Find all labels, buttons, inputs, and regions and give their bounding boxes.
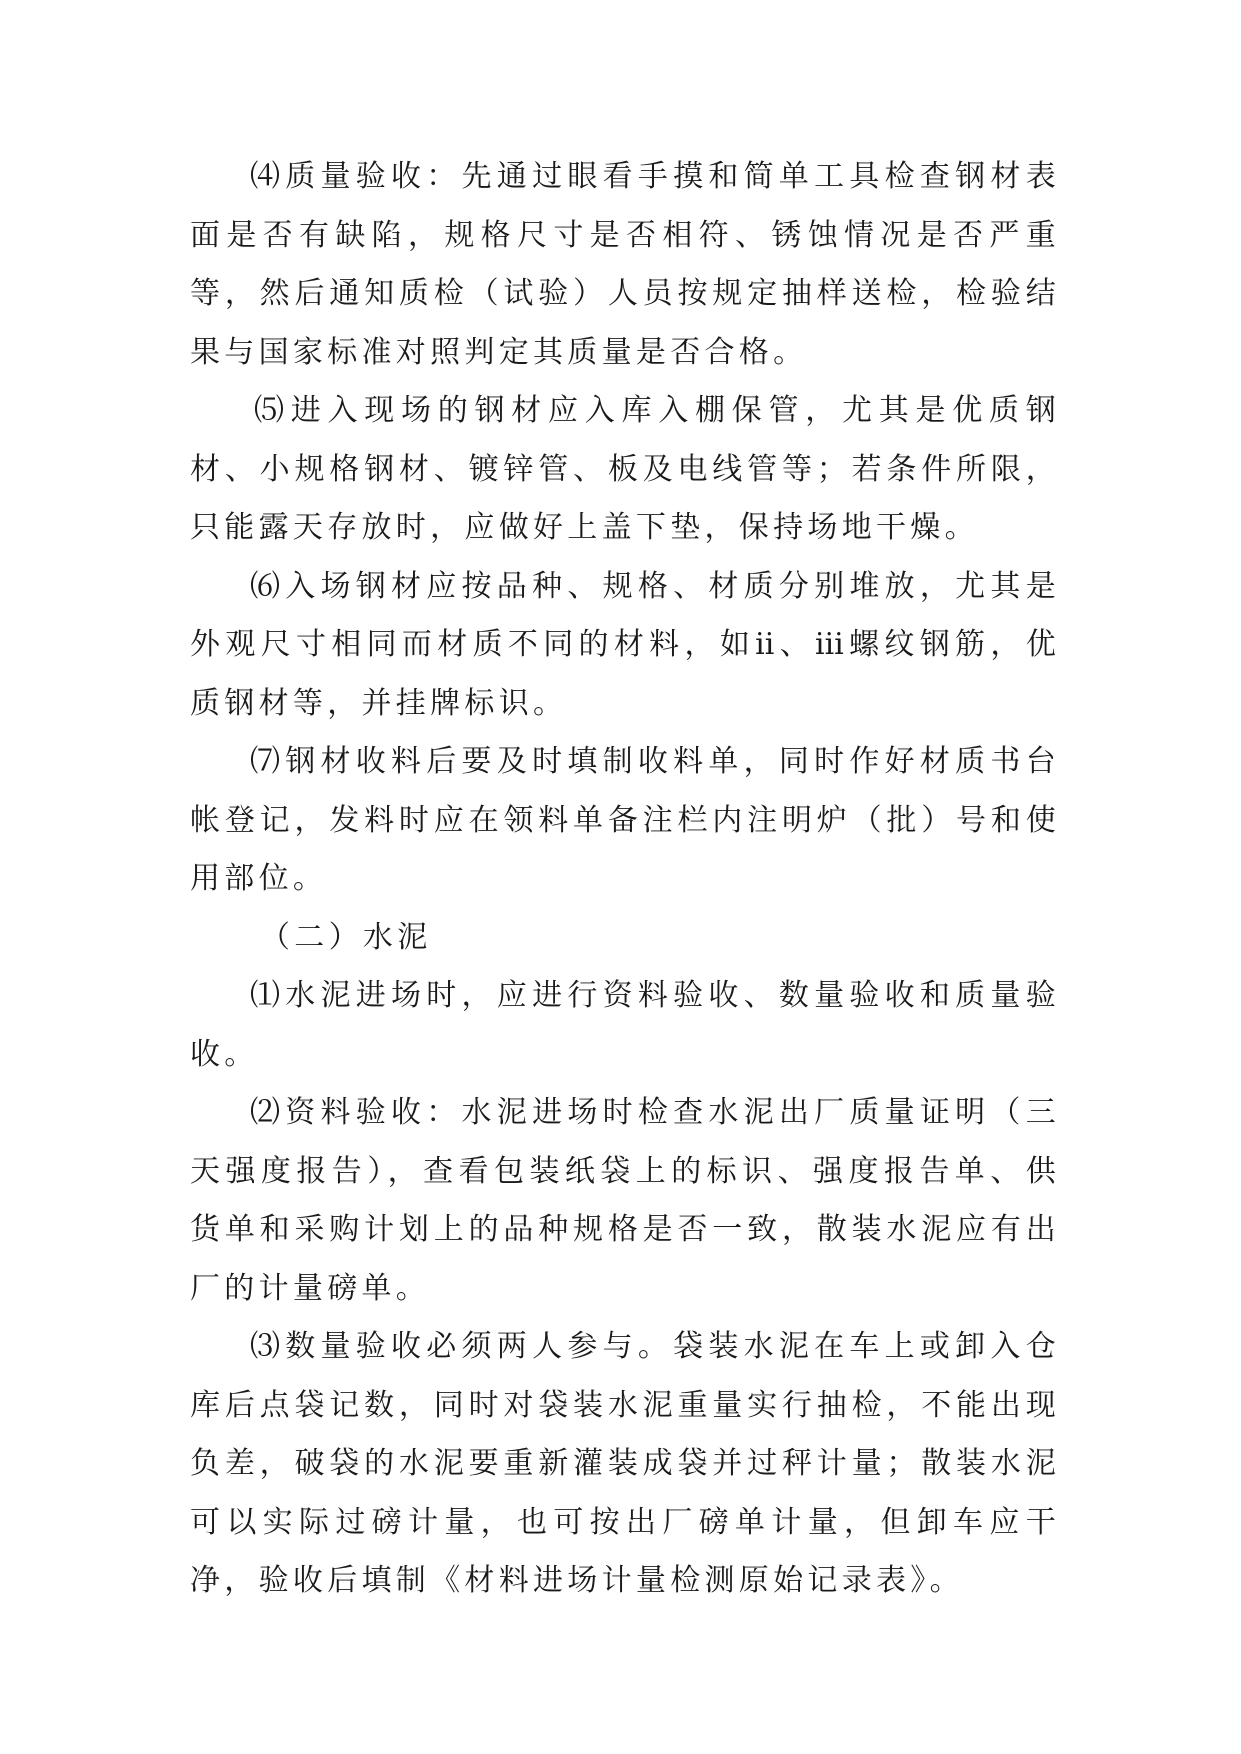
paragraph-cement-acceptance: ⑴水泥进场时，应进行资料验收、数量验收和质量验收。 <box>190 978 1060 1072</box>
paragraph-cement-documents: ⑵资料验收：水泥进场时检查水泥出厂质量证明（三天强度报告），查看包装纸袋上的标识、强度报告单、供货单和采购计划上的品种规格是否一致，散装水泥应有出厂的计量磅单。 <box>190 1095 1060 1306</box>
paragraph-cement-quantity: ⑶数量验收必须两人参与。袋装水泥在车上或卸入仓库后点袋记数，同时对袋装水泥重量实行抽检，不能出现负差，破袋的水泥要重新灌装成袋并过秤计量；散装水泥可以实际过磅计量，也可按出厂磅单计量，但卸车应干净，验收后填制《材料进场计量检测原始记录表》。 <box>190 1329 1060 1598</box>
paragraph-steel-storage: ⑸进入现场的钢材应入库入棚保管，尤其是优质钢材、小规格钢材、镀锌管、板及电线管等；若条件所限，只能露天存放时，应做好上盖下垫，保持场地干燥。 <box>190 393 1060 545</box>
document-body <box>190 148 1060 1611</box>
paragraph-steel-stacking: ⑹入场钢材应按品种、规格、材质分别堆放，尤其是外观尺寸相同而材质不同的材料，如ⅱ、ⅲ螺纹钢筋，优质钢材等，并挂牌标识。 <box>190 568 1060 721</box>
section-heading-cement: （二）水泥 <box>260 919 432 955</box>
paragraph-steel-receipt: ⑺钢材收料后要及时填制收料单，同时作好材质书台帐登记，发料时应在领料单备注栏内注明炉（批）号和使用部位。 <box>190 744 1060 896</box>
paragraph-quality-acceptance: ⑷质量验收：先通过眼看手摸和简单工具检查钢材表面是否有缺陷，规格尺寸是否相符、锈蚀情况是否严重等，然后通知质检（试验）人员按规定抽样送检，检验结果与国家标准对照判定其质量是否合格。 <box>190 159 1060 370</box>
